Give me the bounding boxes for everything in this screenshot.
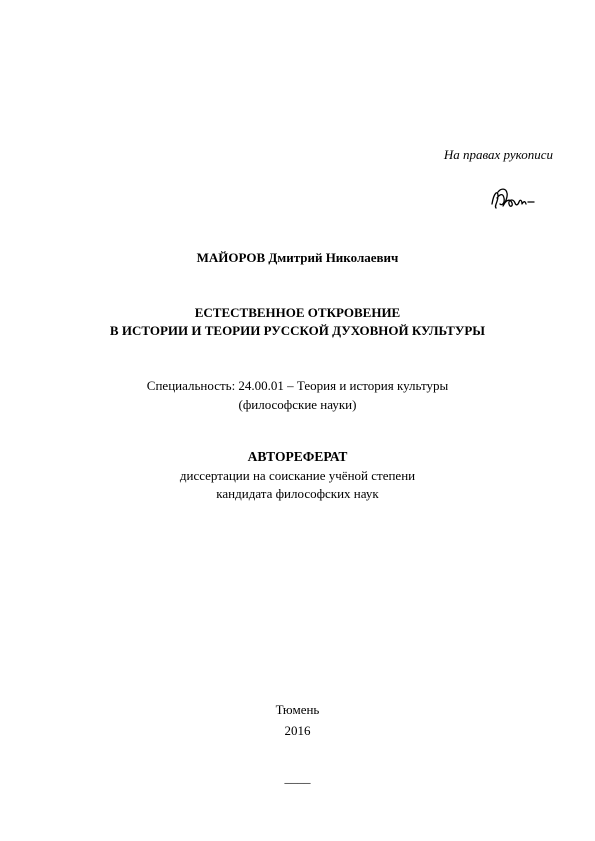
abstract-description-line-2: кандидата философских наук — [216, 486, 379, 501]
rights-note: На правах рукописи — [443, 147, 553, 162]
year: 2016 — [284, 723, 311, 738]
city: Тюмень — [275, 702, 320, 717]
author-name: МАЙОРОВ Дмитрий Николаевич — [196, 250, 399, 265]
thesis-title-line-1: ЕСТЕСТВЕННОЕ ОТКРОВЕНИЕ — [194, 305, 401, 320]
abstract-title: АВТОРЕФЕРАТ — [247, 449, 348, 464]
thesis-title-line-2: В ИСТОРИИ И ТЕОРИИ РУССКОЙ ДУХОВНОЙ КУЛЬТУРЫ — [109, 323, 486, 338]
abstract-block — [0, 448, 595, 503]
science-field-line: (философские науки) — [238, 397, 357, 412]
thesis-title — [0, 304, 595, 340]
place-and-year — [0, 699, 595, 741]
bottom-line-mark: ____ — [284, 770, 311, 785]
abstract-description-line-1: диссертации на соискание учёной степени — [179, 468, 416, 483]
specialty-block — [0, 376, 595, 414]
specialty-line: Специальность: 24.00.01 – Теория и история культуры — [146, 378, 449, 393]
handwritten-signature — [488, 184, 548, 214]
